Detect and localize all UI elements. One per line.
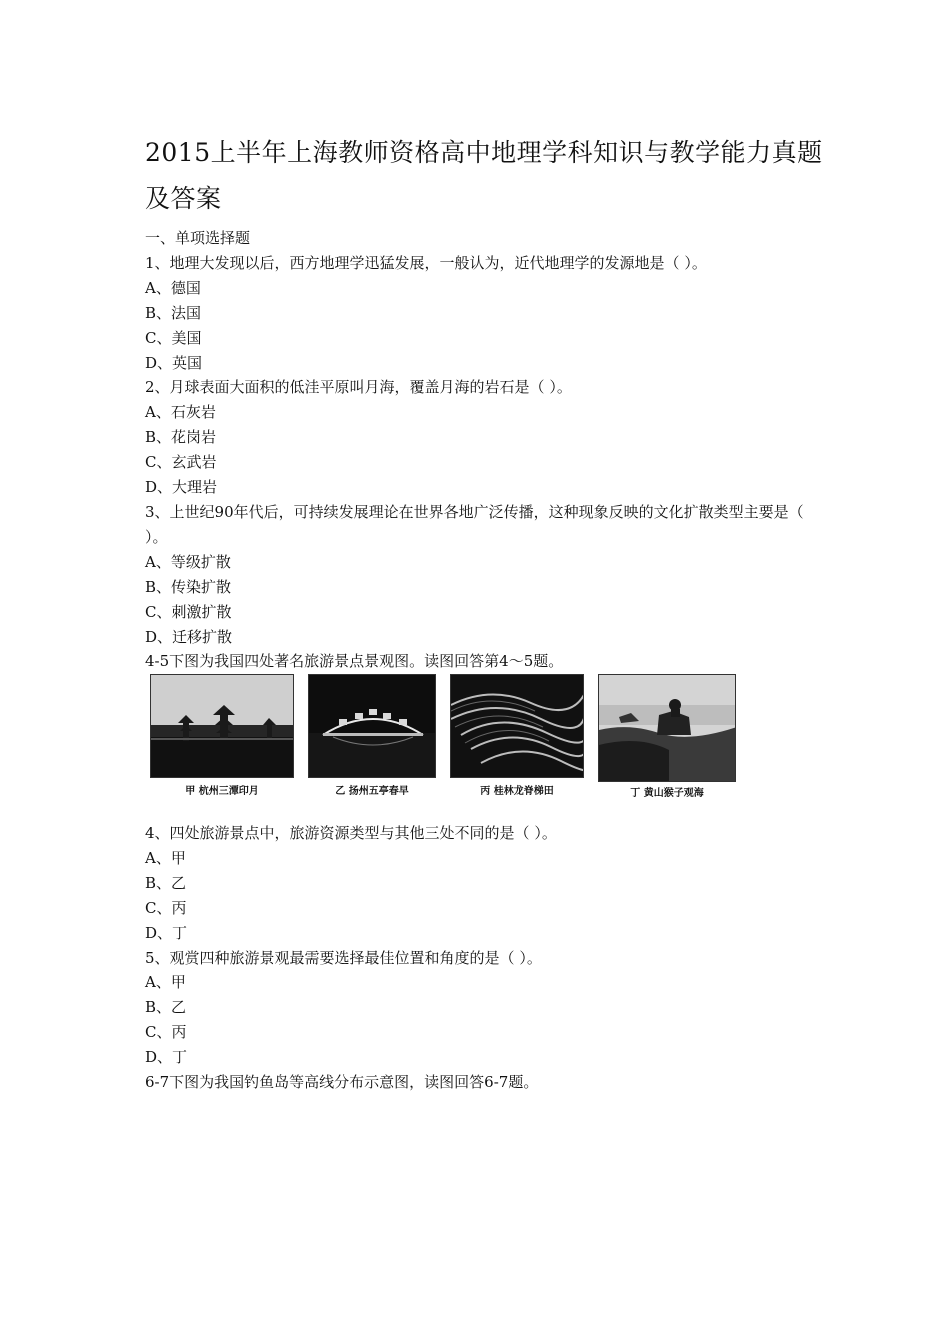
document-title: 2015上半年上海教师资格高中地理学科知识与教学能力真题及答案 bbox=[145, 138, 823, 213]
section-heading: 一、单项选择题 bbox=[145, 229, 251, 247]
question-section-2 bbox=[145, 821, 825, 1095]
question-2-option-d: D、大理岩 bbox=[145, 478, 218, 497]
question-4-option-c: C、丙 bbox=[145, 898, 187, 917]
question-4-option-b: B、乙 bbox=[145, 873, 187, 892]
question-3-stem: 3、上世纪90年代后，可持续发展理论在世界各地广泛传播，这种现象反映的文化扩散类型主要是（ ）。 bbox=[145, 502, 804, 546]
question-2-option-b: B、花岗岩 bbox=[145, 428, 217, 447]
photo-caption-yi: 乙 扬州五亭春早 bbox=[335, 786, 409, 797]
question-5-option-c: C、丙 bbox=[145, 1023, 187, 1042]
question-2-stem: 2、月球表面大面积的低洼平原叫月海，覆盖月海的岩石是（ ）。 bbox=[145, 378, 572, 397]
five-pavilion-bridge-photo bbox=[308, 674, 436, 778]
three-pagodas-photo bbox=[150, 674, 294, 778]
question-3-option-b: B、传染扩散 bbox=[145, 577, 232, 596]
question-3-option-a: A、等级扩散 bbox=[145, 552, 231, 571]
question-5-option-b: B、乙 bbox=[145, 998, 187, 1017]
terraced-fields-photo bbox=[450, 674, 584, 778]
question-4-option-a: A、甲 bbox=[145, 848, 186, 867]
question-6-7-intro: 6-7下图为我国钓鱼岛等高线分布示意图，读图回答6-7题。 bbox=[145, 1073, 539, 1092]
question-1-option-c: C、美国 bbox=[145, 328, 202, 347]
monkey-rock-sea-of-clouds-photo bbox=[598, 674, 736, 782]
photo-caption-bing: 丙 桂林龙脊梯田 bbox=[480, 786, 554, 797]
photo-caption-ding: 丁 黄山猴子观海 bbox=[630, 788, 704, 799]
question-1-option-a: A、德国 bbox=[145, 278, 201, 297]
question-5-stem: 5、观赏四种旅游景观最需要选择最佳位置和角度的是（ ）。 bbox=[145, 948, 542, 967]
question-4-stem: 4、四处旅游景点中，旅游资源类型与其他三处不同的是（ ）。 bbox=[145, 824, 557, 842]
photo-caption-jia: 甲 杭州三潭印月 bbox=[185, 786, 259, 797]
question-1-option-b: B、法国 bbox=[145, 303, 202, 322]
question-4-option-d: D、丁 bbox=[145, 923, 188, 942]
question-2-option-a: A、石灰岩 bbox=[145, 403, 216, 422]
question-4-5-intro: 4-5下图为我国四处著名旅游景点景观图。读图回答第4～5题。 bbox=[145, 652, 564, 671]
question-3-option-d: D、迁移扩散 bbox=[145, 627, 233, 646]
question-5-option-d: D、丁 bbox=[145, 1048, 188, 1067]
question-section-1 bbox=[145, 226, 825, 674]
question-1-stem: 1、地理大发现以后，西方地理学迅猛发展，一般认为，近代地理学的发源地是（ ）。 bbox=[145, 253, 707, 272]
question-2-option-c: C、玄武岩 bbox=[145, 453, 217, 472]
scenic-photos-figure bbox=[150, 674, 750, 804]
question-1-option-d: D、英国 bbox=[145, 353, 203, 372]
question-5-option-a: A、甲 bbox=[145, 973, 186, 992]
question-3-option-c: C、刺激扩散 bbox=[145, 602, 232, 621]
